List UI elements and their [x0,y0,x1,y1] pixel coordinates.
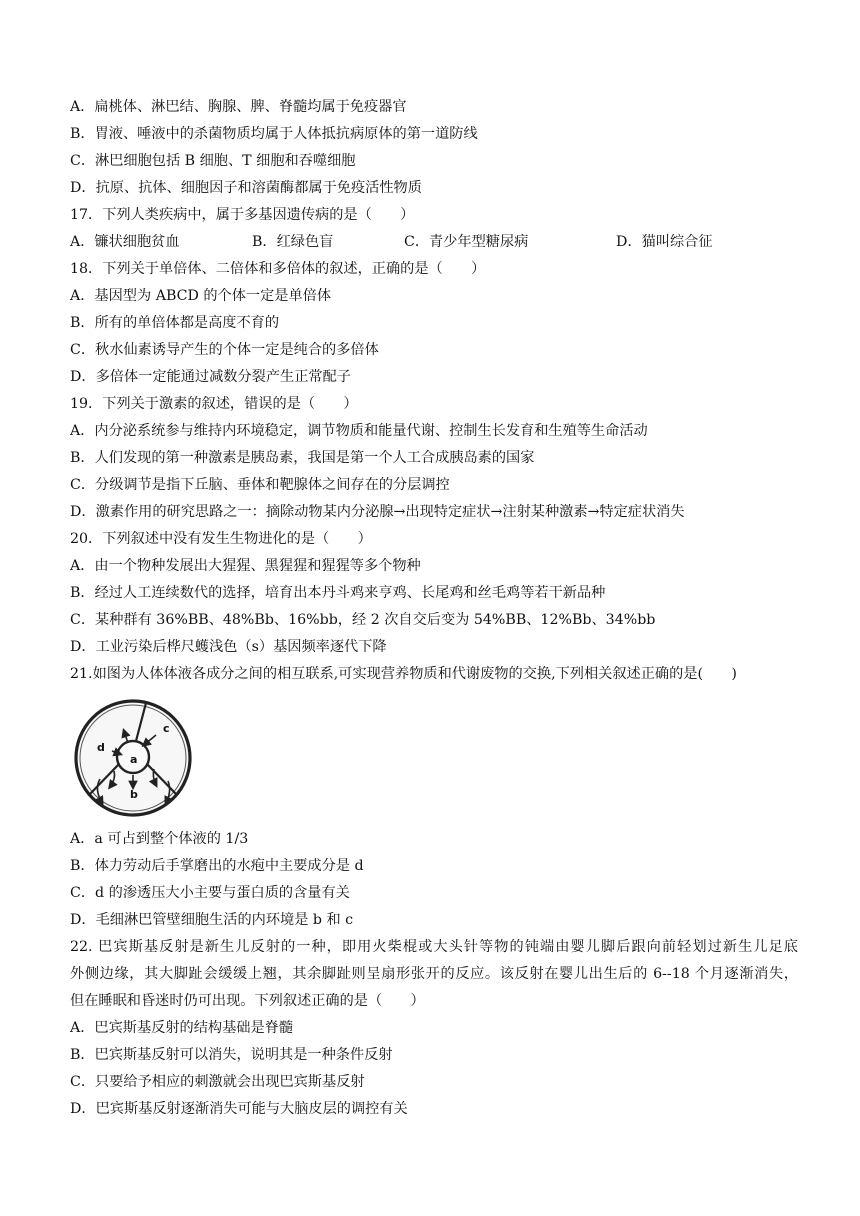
q20-stem: 20．下列叙述中没有发生生物进化的是（ ） [70,531,372,547]
q16-option-d: D．抗原、抗体、细胞因子和溶菌酶都属于免疫活性物质 [70,180,422,196]
label-c: c [163,722,170,735]
q17-option-d: D．猫叫综合征 [616,234,713,250]
q18-option-d: D．多倍体一定能通过减数分裂产生正常配子 [70,369,351,385]
q17-stem: 17．下列人类疾病中，属于多基因遗传病的是（ ） [70,207,415,223]
q21-stem: 21.如图为人体体液各成分之间的相互联系,可实现营养物质和代谢废物的交换,下列相关叙述正确的是( ) [70,666,737,682]
q21-option-c: C．d 的渗透压大小主要与蛋白质的含量有关 [70,885,350,901]
q17-option-a: A．镰状细胞贫血 [70,234,180,250]
q19-stem: 19．下列关于激素的叙述，错误的是（ ） [70,396,358,412]
q22-stem-line-3: 但在睡眠和昏迷时仍可出现。下列叙述正确的是（ ） [70,993,425,1009]
label-a: a [130,753,138,766]
q19-option-d: D．激素作用的研究思路之一：摘除动物某内分泌腺→出现特定症状→注射某种激素→特定症状消失 [70,504,685,520]
q21-option-d: D．毛细淋巴管壁细胞生活的内环境是 b 和 c [70,912,354,928]
q20-option-d: D．工业污染后桦尺蠖浅色（s）基因频率逐代下降 [70,639,387,655]
q16-option-a: A．扁桃体、淋巴结、胸腺、脾、脊髓均属于免疫器官 [70,99,407,115]
q20-option-a: A．由一个物种发展出大猩猩、黑猩猩和猩猩等多个物种 [70,558,421,574]
q22-option-d: D．巴宾斯基反射逐渐消失可能与大脑皮层的调控有关 [70,1101,408,1117]
body-fluid-diagram [70,697,198,819]
q18-option-c: C．秋水仙素诱导产生的个体一定是纯合的多倍体 [70,342,379,358]
q22-stem-line-1: 22. 巴宾斯基反射是新生儿反射的一种，即用火柴棍或大头针等物的钝端由婴儿脚后跟向前轻划过新生儿足底 [70,939,798,955]
label-d: d [97,741,105,754]
q18-option-b: B．所有的单倍体都是高度不育的 [70,315,280,331]
q22-stem-line-2: 外侧边缘，其大脚趾会缓缓上翘，其余脚趾则呈扇形张开的反应。该反射在婴儿出生后的 6--18 个月逐渐消失， [70,966,798,982]
q21-option-b: B．体力劳动后手掌磨出的水疱中主要成分是 d [70,858,364,874]
q19-option-c: C．分级调节是指下丘脑、垂体和靶腺体之间存在的分层调控 [70,477,450,493]
q22-option-a: A．巴宾斯基反射的结构基础是脊髓 [70,1020,294,1036]
q16-option-b: B．胃液、唾液中的杀菌物质均属于人体抵抗病原体的第一道防线 [70,126,478,142]
q17-option-b: B．红绿色盲 [252,234,334,250]
label-b: b [130,788,138,801]
q18-option-a: A．基因型为 ABCD 的个体一定是单倍体 [70,288,332,304]
q22-option-c: C．只要给予相应的刺激就会出现巴宾斯基反射 [70,1074,365,1090]
q20-option-c: C．某种群有 36%BB、48%Bb、16%bb，经 2 次自交后变为 54%BB、12%Bb、34%bb [70,612,656,628]
q18-stem: 18．下列关于单倍体、二倍体和多倍体的叙述，正确的是（ ） [70,261,486,277]
q19-option-a: A．内分泌系统参与维持内环境稳定，调节物质和能量代谢、控制生长发育和生殖等生命活动 [70,423,648,439]
q19-option-b: B．人们发现的第一种激素是胰岛素，我国是第一个人工合成胰岛素的国家 [70,450,535,466]
q22-option-b: B．巴宾斯基反射可以消失，说明其是一种条件反射 [70,1047,393,1063]
q17-option-c: C．青少年型糖尿病 [404,234,529,250]
q20-option-b: B．经过人工连续数代的选择，培育出本丹斗鸡来亨鸡、长尾鸡和丝毛鸡等若干新品种 [70,585,606,601]
q21-option-a: A．a 可占到整个体液的 1/3 [70,831,249,847]
q16-option-c: C．淋巴细胞包括 B 细胞、T 细胞和吞噬细胞 [70,153,356,169]
body-fluid-diagram-svg [70,697,198,819]
